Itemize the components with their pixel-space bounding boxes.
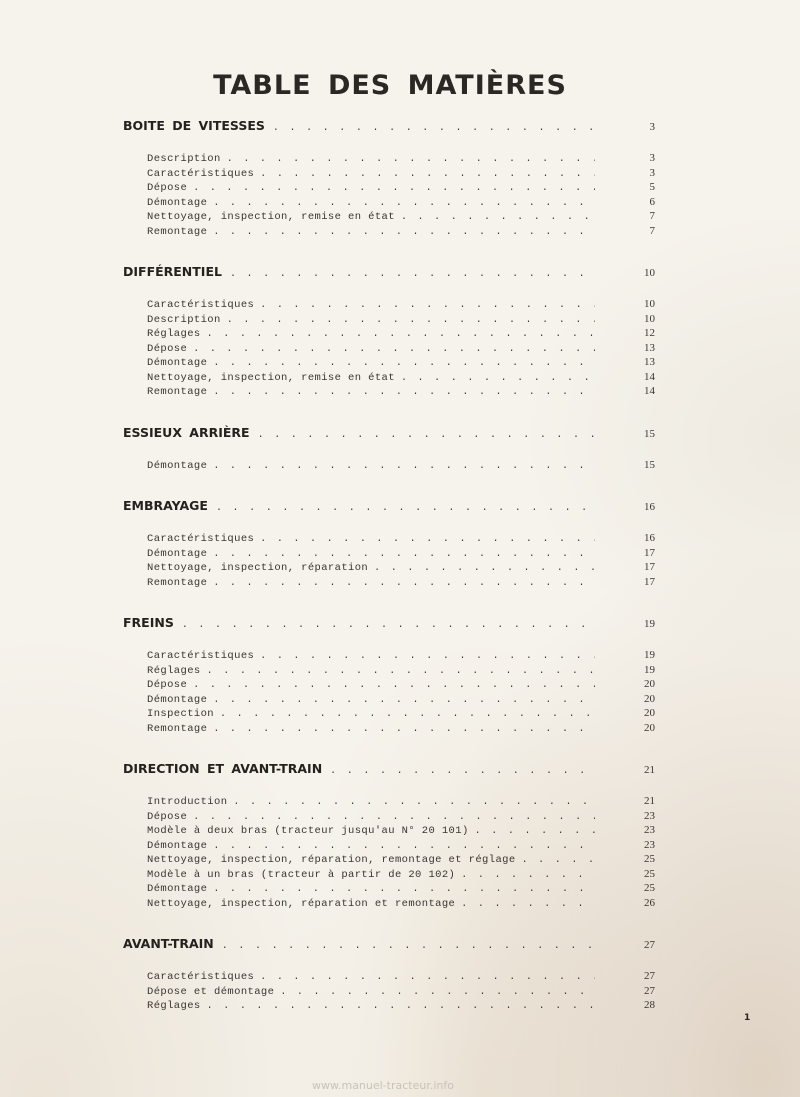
toc-section-heading-label: ESSIEUX ARRIÈRE xyxy=(123,424,250,440)
dot-leader xyxy=(213,549,595,560)
toc-entry[interactable] xyxy=(123,649,655,664)
dot-leader xyxy=(182,620,595,631)
toc-entry-label: Nettoyage, inspection, réparation, remontage et réglage xyxy=(147,854,516,866)
toc-entry[interactable] xyxy=(123,707,655,722)
dot-leader xyxy=(260,972,595,983)
toc-entry-label: Démontage xyxy=(147,357,208,369)
toc-entry-page: 17 xyxy=(644,561,655,573)
dot-leader xyxy=(213,358,595,369)
dot-leader xyxy=(213,227,595,238)
toc-section-heading[interactable] xyxy=(123,615,655,635)
toc-section xyxy=(123,118,655,239)
toc-entry[interactable] xyxy=(123,342,655,357)
toc-entry-label: Dépose xyxy=(147,810,188,823)
dot-leader xyxy=(401,212,595,223)
dot-leader xyxy=(207,666,595,677)
toc-entry-page: 20 xyxy=(644,678,655,690)
toc-entry[interactable] xyxy=(123,897,655,912)
dot-leader xyxy=(475,826,595,837)
toc-entry-label: Démontage xyxy=(147,883,208,895)
toc-entry-label: Nettoyage, inspection, réparation et remontage xyxy=(147,897,456,910)
toc-entry-label: Remontage xyxy=(147,386,208,398)
toc-entry-label: Nettoyage, inspection, réparation xyxy=(147,562,369,574)
toc-entry-label: Réglages xyxy=(147,1000,201,1012)
toc-entry-page: 14 xyxy=(644,385,655,397)
dot-leader xyxy=(227,315,595,326)
toc-section-heading[interactable] xyxy=(123,761,655,781)
dot-leader xyxy=(260,300,595,311)
toc-entry-label: Description xyxy=(147,153,221,165)
toc-entry-label: Démontage xyxy=(147,693,208,706)
toc-entry-page: 25 xyxy=(644,867,655,880)
toc-entry-label: Dépose xyxy=(147,679,188,691)
toc-section-heading-page: 15 xyxy=(644,427,655,440)
toc-entry[interactable] xyxy=(123,327,655,342)
toc-section-heading[interactable] xyxy=(123,118,655,138)
toc-entry-page: 13 xyxy=(644,356,655,368)
toc-entry[interactable] xyxy=(123,868,655,883)
toc-entry-page: 3 xyxy=(649,152,655,164)
toc-entry-page: 20 xyxy=(644,721,655,734)
toc-entry-label: Réglages xyxy=(147,664,201,677)
toc-entry[interactable] xyxy=(123,970,655,985)
toc-entry[interactable] xyxy=(123,839,655,854)
toc-entry-label: Nettoyage, inspection, remise en état xyxy=(147,211,395,223)
toc-entry-page: 6 xyxy=(649,195,655,208)
toc-entry-page: 10 xyxy=(644,312,655,325)
dot-leader xyxy=(213,198,595,209)
toc-section-heading-page: 3 xyxy=(649,121,655,133)
dot-leader xyxy=(207,329,595,340)
toc-entry-label: Remontage xyxy=(147,722,208,735)
toc-entry-label: Dépose xyxy=(147,342,188,355)
toc-entry[interactable] xyxy=(123,385,655,400)
dot-leader xyxy=(213,724,595,735)
toc-section-heading-label: FREINS xyxy=(123,615,174,630)
dot-leader xyxy=(213,695,595,706)
toc-entry[interactable] xyxy=(123,678,655,693)
dot-leader xyxy=(213,841,595,852)
toc-entry-page: 13 xyxy=(644,341,655,354)
toc-entry-label: Introduction xyxy=(147,796,228,808)
toc-entry-label: Dépose xyxy=(147,182,188,194)
toc-entry[interactable] xyxy=(123,547,655,562)
toc-entry-page: 12 xyxy=(644,327,655,339)
toc-entry-label: Modèle à un bras (tracteur à partir de 20 102) xyxy=(147,868,456,881)
toc-entry-label: Caractéristiques xyxy=(147,971,255,983)
toc-section-heading[interactable] xyxy=(123,425,655,445)
toc-entry[interactable] xyxy=(123,532,655,547)
toc-entry-label: Modèle à deux bras (tracteur jusqu'au N° 20 101) xyxy=(147,825,469,837)
toc-section-heading-label: EMBRAYAGE xyxy=(123,498,208,513)
dot-leader xyxy=(461,899,595,910)
toc-entry-page: 23 xyxy=(644,824,655,836)
dot-leader xyxy=(260,169,595,180)
toc-entry[interactable] xyxy=(123,152,655,167)
toc-entry-page: 3 xyxy=(649,166,655,179)
toc-entry[interactable] xyxy=(123,210,655,225)
toc-entry[interactable] xyxy=(123,853,655,868)
toc-entry[interactable] xyxy=(123,313,655,328)
toc-entry-page: 10 xyxy=(644,298,655,310)
page-number: 1 xyxy=(744,1013,751,1023)
toc-section-heading-page: 19 xyxy=(644,618,655,630)
dot-leader xyxy=(193,183,595,194)
toc-entry-label: Démontage xyxy=(147,547,208,560)
toc-entry-page: 19 xyxy=(644,663,655,676)
toc-entry[interactable] xyxy=(123,459,655,474)
toc-entry-label: Inspection xyxy=(147,708,215,720)
dot-leader xyxy=(222,941,595,952)
toc-entry-label: Description xyxy=(147,313,221,326)
dot-leader xyxy=(374,563,595,574)
toc-entry[interactable] xyxy=(123,371,655,386)
toc-entry[interactable] xyxy=(123,356,655,371)
toc-entry[interactable] xyxy=(123,882,655,897)
dot-leader xyxy=(193,680,595,691)
toc-entry-label: Caractéristiques xyxy=(147,533,255,545)
toc-section xyxy=(123,264,655,400)
page-title: TABLE DES MATIÈRES xyxy=(213,70,567,101)
toc-entry-label: Caractéristiques xyxy=(147,650,255,662)
dot-leader xyxy=(280,987,595,998)
toc-entry-page: 16 xyxy=(644,532,655,544)
dot-leader xyxy=(193,812,595,823)
toc-section-heading-label: BOITE DE VITESSES xyxy=(123,118,265,133)
dot-leader xyxy=(220,709,595,720)
toc-entry-page: 27 xyxy=(644,970,655,982)
toc-entry[interactable] xyxy=(123,722,655,737)
toc-entry-label: Démontage xyxy=(147,459,208,472)
toc-section-heading-label: DIFFÉRENTIEL xyxy=(123,264,222,279)
toc-entry[interactable] xyxy=(123,985,655,1000)
toc-entry[interactable] xyxy=(123,181,655,196)
watermark: www.manuel-tracteur.info xyxy=(312,1079,454,1092)
toc-entry[interactable] xyxy=(123,225,655,240)
toc-section-heading-page: 16 xyxy=(644,501,655,513)
table-of-contents xyxy=(123,118,655,1039)
toc-entry[interactable] xyxy=(123,795,655,810)
dot-leader xyxy=(207,1001,595,1012)
toc-entry-label: Démontage xyxy=(147,196,208,209)
toc-entry-label: Remontage xyxy=(147,225,208,238)
dot-leader xyxy=(461,870,595,881)
dot-leader xyxy=(216,503,595,514)
toc-section-heading-label: AVANT-TRAIN xyxy=(123,936,214,951)
toc-entry[interactable] xyxy=(123,999,655,1014)
toc-entry-page: 23 xyxy=(644,838,655,851)
toc-entry[interactable] xyxy=(123,196,655,211)
toc-entry-page: 14 xyxy=(644,370,655,383)
toc-entry[interactable] xyxy=(123,824,655,839)
toc-entry-label: Réglages xyxy=(147,328,201,340)
dot-leader xyxy=(273,123,595,134)
toc-entry[interactable] xyxy=(123,298,655,313)
toc-entry[interactable] xyxy=(123,810,655,825)
toc-entry-page: 20 xyxy=(644,692,655,705)
toc-entry-page: 20 xyxy=(644,707,655,719)
toc-entry-page: 26 xyxy=(644,896,655,909)
toc-entry-page: 21 xyxy=(644,795,655,807)
dot-leader xyxy=(213,387,595,398)
toc-entry-page: 25 xyxy=(644,853,655,865)
toc-entry-label: Remontage xyxy=(147,576,208,589)
toc-section xyxy=(123,615,655,736)
dot-leader xyxy=(213,884,595,895)
toc-entry[interactable] xyxy=(123,693,655,708)
toc-entry-page: 25 xyxy=(644,882,655,894)
toc-entry[interactable] xyxy=(123,664,655,679)
toc-entry-page: 7 xyxy=(649,210,655,222)
toc-section xyxy=(123,425,655,474)
toc-entry-page: 17 xyxy=(644,575,655,588)
toc-entry-page: 17 xyxy=(644,546,655,559)
toc-entry-label: Caractéristiques xyxy=(147,299,255,311)
dot-leader xyxy=(213,461,595,472)
dot-leader xyxy=(213,578,595,589)
toc-entry-page: 5 xyxy=(649,181,655,193)
toc-entry[interactable] xyxy=(123,576,655,591)
dot-leader xyxy=(227,154,595,165)
toc-entry-page: 27 xyxy=(644,984,655,997)
toc-entry-page: 7 xyxy=(649,224,655,237)
toc-section xyxy=(123,498,655,590)
dot-leader xyxy=(260,534,595,545)
toc-section-heading-page: 10 xyxy=(644,267,655,279)
dot-leader xyxy=(330,766,595,777)
dot-leader xyxy=(258,430,595,441)
toc-section-heading[interactable] xyxy=(123,936,655,956)
dot-leader xyxy=(193,344,595,355)
toc-section-heading-page: 21 xyxy=(644,764,655,776)
dot-leader xyxy=(401,373,595,384)
toc-entry-page: 23 xyxy=(644,809,655,822)
toc-entry-label: Caractéristiques xyxy=(147,167,255,180)
toc-section xyxy=(123,936,655,1014)
toc-section-heading[interactable] xyxy=(123,264,655,284)
toc-section xyxy=(123,761,655,911)
toc-entry-page: 28 xyxy=(644,999,655,1011)
dot-leader xyxy=(230,269,595,280)
dot-leader xyxy=(233,797,595,808)
toc-entry-label: Dépose et démontage xyxy=(147,985,275,998)
toc-entry-page: 19 xyxy=(644,649,655,661)
toc-entry[interactable] xyxy=(123,561,655,576)
toc-section-heading-page: 27 xyxy=(644,939,655,951)
dot-leader xyxy=(260,651,595,662)
toc-entry-label: Démontage xyxy=(147,839,208,852)
toc-entry-label: Nettoyage, inspection, remise en état xyxy=(147,371,395,384)
toc-section-heading-label: DIRECTION ET AVANT-TRAIN xyxy=(123,761,323,776)
toc-section-heading[interactable] xyxy=(123,498,655,518)
toc-entry-page: 15 xyxy=(644,458,655,471)
toc-entry[interactable] xyxy=(123,167,655,182)
dot-leader xyxy=(522,855,595,866)
